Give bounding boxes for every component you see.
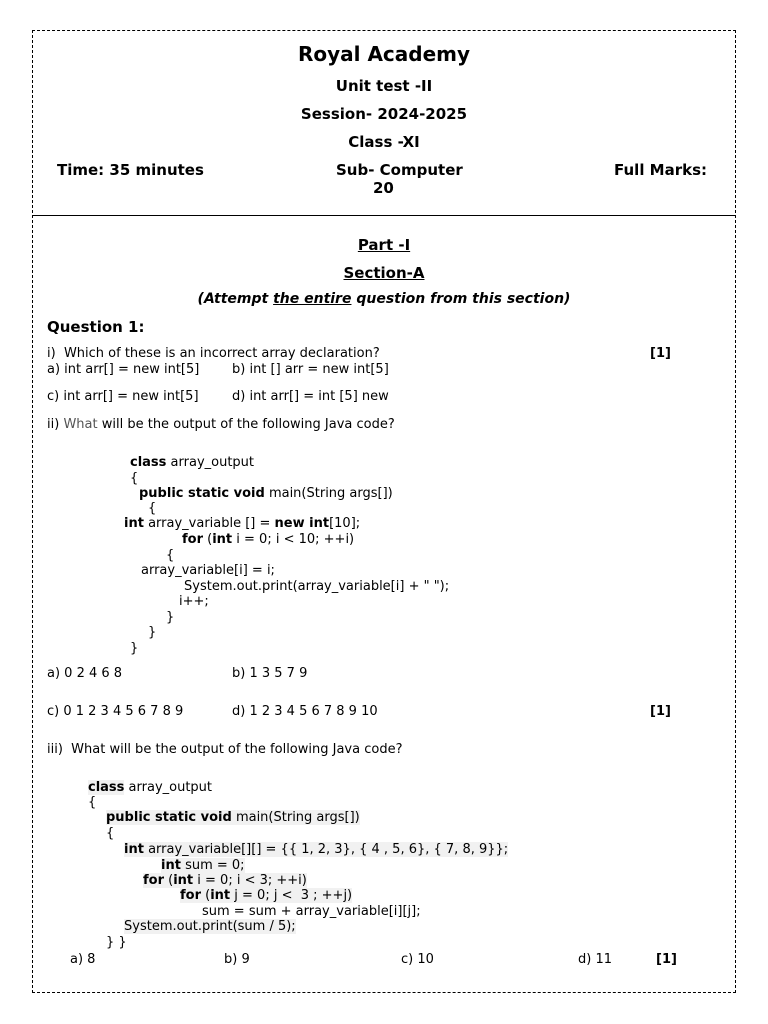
q1-ii-rest: will be the output of the following Java code?: [97, 417, 395, 432]
q1-iii-option-b: b) 9: [224, 952, 250, 967]
instruction-underlined: the entire: [273, 291, 352, 307]
header-divider: [32, 215, 736, 216]
q1-i-option-a: a) int arr[] = new int[5]: [47, 362, 200, 377]
q1-i-option-d: d) int arr[] = int [5] new: [232, 389, 389, 404]
q1-iii-option-a: a) 8: [70, 952, 96, 967]
code-line: int array_variable[][] = {{ 1, 2, 3}, { 4 , 5, 6}, { 7, 8, 9}};: [124, 842, 509, 857]
q1-ii-option-a: a) 0 2 4 6 8: [47, 666, 123, 681]
full-marks-label: Full Marks:: [614, 161, 708, 179]
q1-ii-option-c: c) 0 1 2 3 4 5 6 7 8 9: [47, 704, 184, 719]
code-line: i++;: [179, 594, 209, 609]
code-line: int sum = 0;: [161, 858, 245, 873]
q1-ii-question: [47, 417, 395, 432]
q1-i-option-b: b) int [] arr = new int[5]: [232, 362, 389, 377]
q1-ii-what: What: [63, 417, 98, 432]
session: Session- 2024-2025: [300, 105, 468, 123]
q1-i-question: i) Which of these is an incorrect array declaration?: [47, 346, 380, 361]
q1-iii-marks: [1]: [656, 952, 677, 967]
code-line: System.out.print(array_variable[i] + " ");: [184, 579, 450, 594]
code-line: {: [106, 826, 115, 841]
q1-i-option-c: c) int arr[] = new int[5]: [47, 389, 199, 404]
subject-label: Sub- Computer: [336, 161, 463, 179]
q1-iii-question: iii) What will be the output of the following Java code?: [47, 742, 403, 757]
code-line: for (int i = 0; i < 10; ++i): [182, 532, 355, 547]
code-line: array_variable[i] = i;: [141, 563, 275, 578]
code-line: for (int i = 0; i < 3; ++i): [143, 873, 307, 888]
q1-ii-prefix: ii): [47, 417, 64, 432]
code-line: } }: [106, 935, 127, 950]
class-label: Class -XI: [348, 133, 420, 151]
q1-i-marks: [1]: [650, 346, 671, 361]
instruction-post: question from this section): [351, 291, 571, 307]
code-line: }: [148, 625, 157, 640]
q1-iii-option-d: d) 11: [578, 952, 612, 967]
code-line: public static void main(String args[]): [139, 486, 393, 501]
school-name: Royal Academy: [297, 42, 471, 66]
code-line: public static void main(String args[]): [106, 810, 360, 825]
code-line: }: [130, 641, 139, 656]
time-label: Time: 35 minutes: [57, 161, 204, 179]
q1-iii-option-c: c) 10: [401, 952, 434, 967]
code-line: {: [166, 548, 175, 563]
code-line: class array_output: [88, 780, 213, 795]
q1-ii-option-b: b) 1 3 5 7 9: [232, 666, 308, 681]
part-title: Part -I: [357, 236, 411, 254]
instruction: [0, 291, 768, 307]
code-line: class array_output: [130, 455, 255, 470]
instruction-pre: (Attempt: [197, 291, 274, 307]
q1-ii-option-d: d) 1 2 3 4 5 6 7 8 9 10: [232, 704, 378, 719]
code-line: {: [88, 795, 97, 810]
code-line: }: [166, 610, 175, 625]
code-line: for (int j = 0; j < 3 ; ++j): [180, 888, 353, 903]
code-line: System.out.print(sum / 5);: [124, 919, 296, 934]
code-line: sum = sum + array_variable[i][j];: [202, 904, 421, 919]
code-line: {: [148, 501, 157, 516]
q1-ii-marks: [1]: [650, 704, 671, 719]
full-marks-value: 20: [373, 179, 394, 197]
section-title: Section-A: [343, 264, 425, 282]
test-name: Unit test -II: [335, 77, 433, 95]
question-1-title: Question 1:: [47, 318, 145, 336]
code-line: int array_variable [] = new int[10];: [124, 516, 361, 531]
code-line: {: [130, 471, 139, 486]
